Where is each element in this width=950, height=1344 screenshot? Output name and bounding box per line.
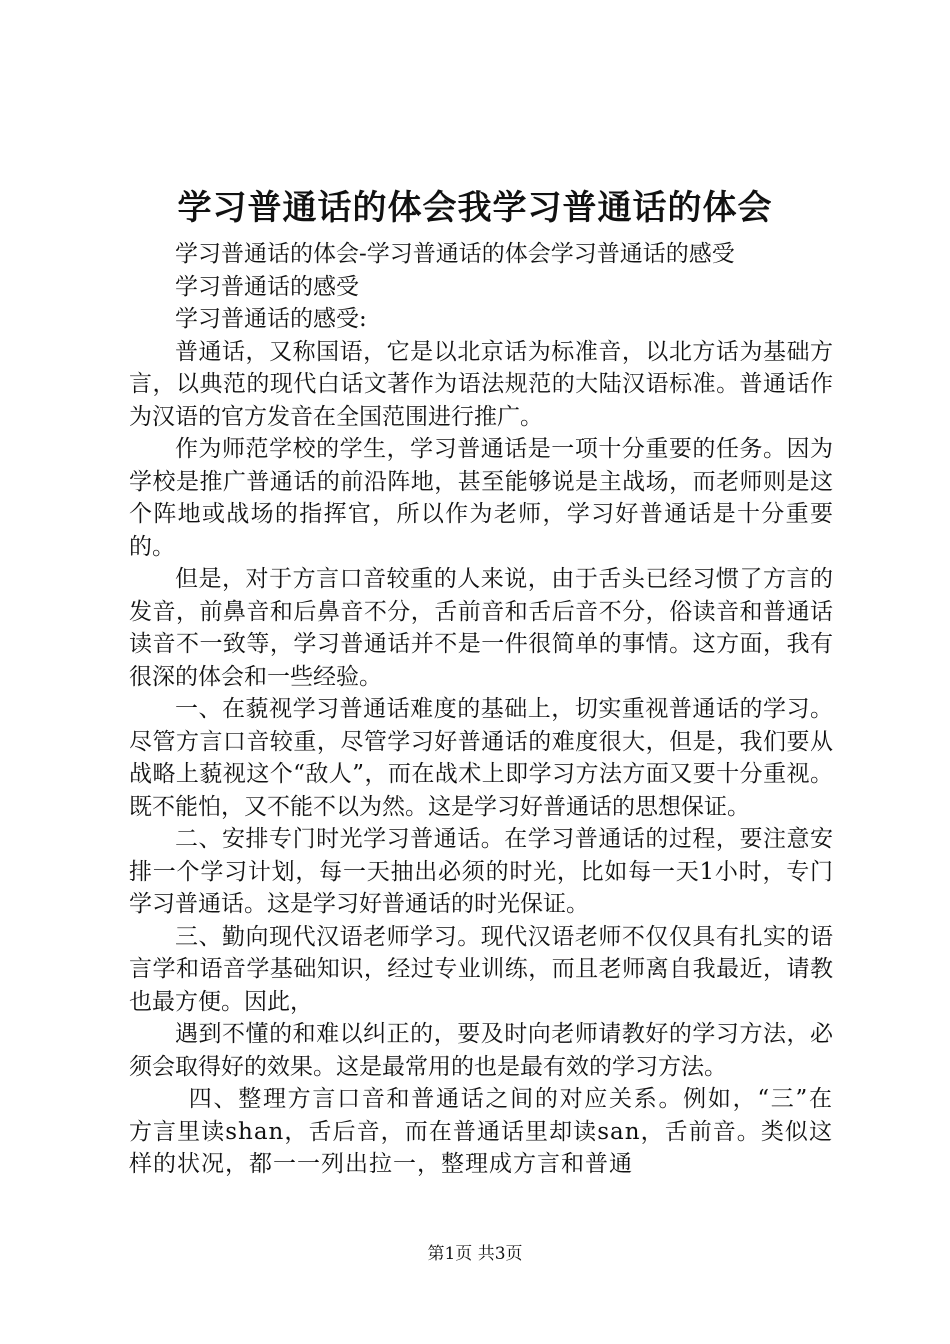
paragraph: 三、勤向现代汉语老师学习。现代汉语老师不仅仅具有扎实的语言学和语音学基础知识，经过专业训练，而且老师离自我最近，请教也最方便。因此， <box>129 923 833 1015</box>
paragraph: 遇到不懂的和难以纠正的，要及时向老师请教好的学习方法，必须会取得好的效果。这是最常用的也是最有效的学习方法。 <box>129 1021 833 1080</box>
document-title: 学习普通话的体会我学习普通话的体会 <box>177 188 773 228</box>
paragraph: 一、在藐视学习普通话难度的基础上，切实重视普通话的学习。尽管方言口音较重，尽管学习好普通话的难度很大，但是，我们要从战略上藐视这个“敌人”，而在战术上即学习方法方面又要十分重视。既不能怕，又不能不以为然。这是学习好普通话的思想保证。 <box>129 696 833 820</box>
paragraph: 学习普通话的体会-学习普通话的体会学习普通话的感受 <box>175 241 735 267</box>
paragraph: 四、整理方言口音和普通话之间的对应关系。例如，“三”在方言里读shan，舌后音，而在普通话里却读san，舌前音。类似这样的状况，都一一列出拉一，整理成方言和普通 <box>129 1086 833 1177</box>
paragraph: 作为师范学校的学生，学习普通话是一项十分重要的任务。因为学校是推广普通话的前沿阵地，甚至能够说是主战场，而老师则是这个阵地或战场的指挥官，所以作为老师，学习好普通话是十分重要的。 <box>129 436 833 560</box>
page-number-footer: 第1页 共3页 <box>427 1244 523 1264</box>
paragraph: 学习普通话的感受 <box>175 273 359 300</box>
paragraph: 普通话，又称国语，它是以北京话为标准音，以北方话为基础方言，以典范的现代白话文著作为语法规范的大陆汉语标准。普通话作为汉语的官方发音在全国范围进行推广。 <box>129 338 833 430</box>
paragraph: 二、安排专门时光学习普通话。在学习普通话的过程，要注意安排一个学习计划，每一天抽出必须的时光，比如每一天1小时，专门学习普通话。这是学习好普通话的时光保证。 <box>129 826 833 917</box>
paragraph: 学习普通话的感受: <box>175 306 367 332</box>
paragraph: 但是，对于方言口音较重的人来说，由于舌头已经习惯了方言的发音，前鼻音和后鼻音不分，舌前音和舌后音不分，俗读音和普通话读音不一致等，学习普通话并不是一件很简单的事情。这方面，我有很深的体会和一些经验。 <box>129 566 833 690</box>
document-body <box>129 238 833 1181</box>
